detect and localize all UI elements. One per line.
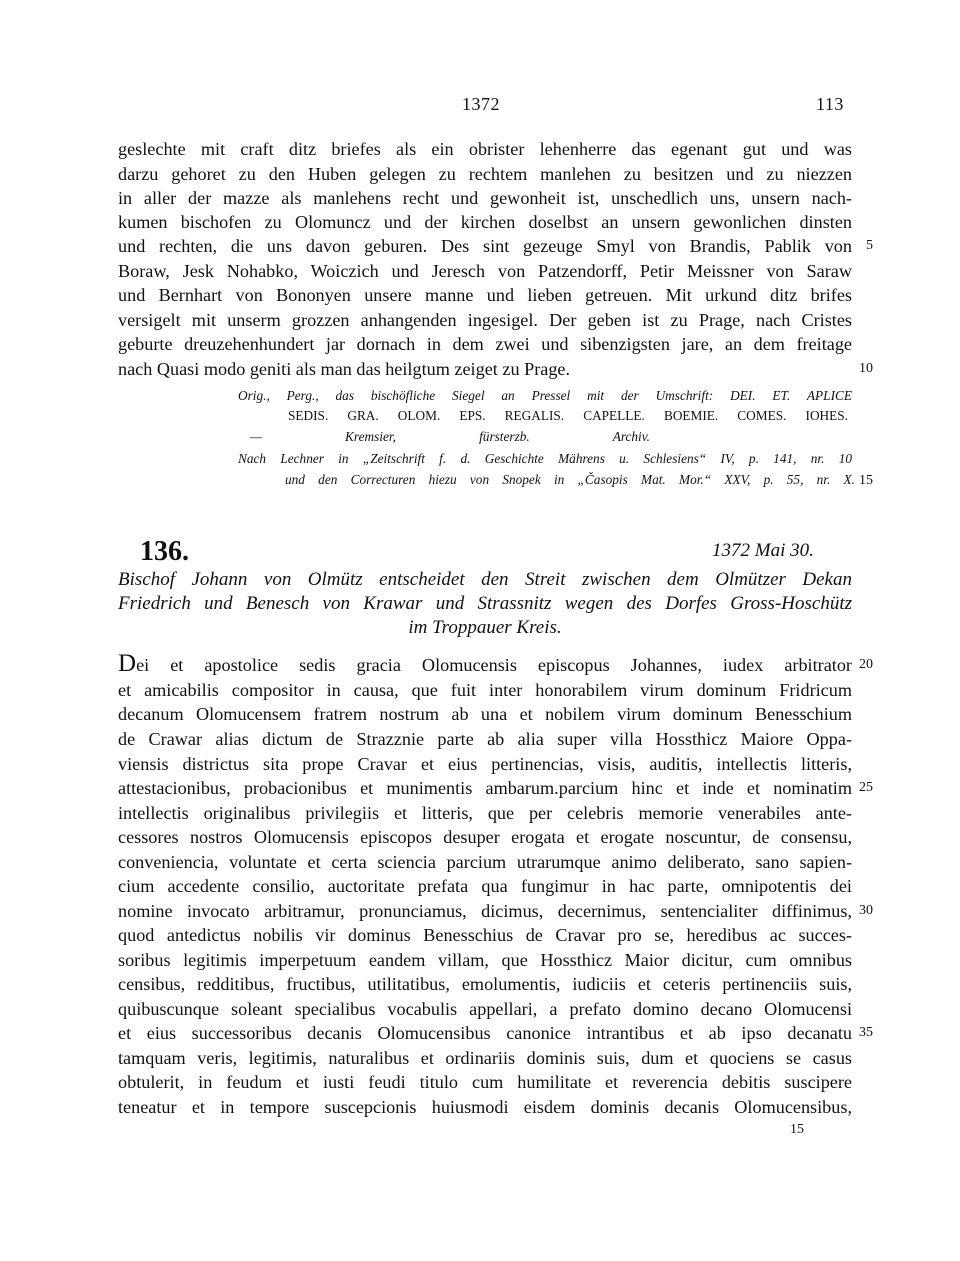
text-line: obtulerit, in feudum et iusti feudi titulo cum humilitate et reverencia debitis suscipere (118, 1072, 852, 1092)
text-line: in aller der mazze als manlehens recht und gewonheit ist, unschedlich uns, unsern nach- (118, 188, 852, 208)
text-line: nach Quasi modo geniti als man das heilgtum zeiget zu Prage. (118, 359, 571, 379)
text-line: soribus legitimis imperpetuum eandem villam, que Hossthicz Maior dicitur, cum omnibus (118, 950, 852, 970)
text-line: darzu gehoret zu den Huben gelegen zu rechtem manlehen zu besitzen und zu niezzen (118, 164, 852, 184)
summary-line: Friedrich und Benesch von Krawar und Strassnitz wegen des Dorfes Gross-Hoschütz (118, 593, 852, 614)
summary-line: Bischof Johann von Olmütz entscheidet den Streit zwischen dem Olmützer Dekan (118, 569, 852, 590)
margin-number: 15 (859, 473, 873, 488)
initial-letter: D (118, 650, 137, 677)
text-line: Boraw, Jesk Nohabko, Woiczich und Jeresch von Patzendorff, Petir Meissner von Saraw (118, 261, 852, 281)
text-line: decanum Olomucensem fratrem nostrum ab una et nobilem virum dominum Benesschium (118, 704, 852, 724)
note-line: Orig., Perg., das bischöfliche Siegel an Pressel mit der Umschrift: DEI. ET. APLICE (238, 388, 852, 403)
text-line: quibuscunque soleant specialibus vocabulis appellari, a prefato domino decano Olomucensi (118, 999, 852, 1019)
margin-number: 10 (859, 361, 873, 376)
text-line: et amicabilis compositor in causa, que fuit inter honorabilem virum dominum Fridricum (118, 680, 852, 700)
margin-number: 35 (859, 1025, 873, 1040)
text-line: de Crawar alias dictum de Strazznie parte ab alia super villa Hossthicz Maiore Oppa- (118, 729, 852, 749)
text-line: quod antedictus nobilis vir dominus Benesschius de Cravar pro se, heredibus ac succes- (118, 925, 852, 945)
text-line: intellectis originalibus privilegiis et litteris, que per celebris memorie venerabiles ante- (118, 803, 852, 823)
note-line: und den Correcturen hiezu von Snopek in „Časopis Mat. Mor.“ XXV, p. 55, nr. X. (285, 472, 855, 487)
margin-number: 5 (866, 238, 873, 253)
margin-number: 20 (859, 657, 873, 672)
sheet-signature: 15 (790, 1122, 804, 1137)
first-text-line (118, 650, 852, 677)
text-line: conveniencia, voluntate et certa sciencia parcium utrarumque animo deliberato, sano sapien- (118, 852, 852, 872)
document-number: 136. (140, 536, 189, 567)
text-line: nomine invocato arbitramur, pronunciamus, dicimus, decernimus, sentencialiter diffinimus, (118, 901, 852, 921)
first-line-text: ei et apostolice sedis gracia Olomucensis episcopus Johannes, iudex arbitrator (136, 655, 852, 675)
margin-number: 25 (859, 780, 873, 795)
text-line: viensis districtus sita prope Cravar et eius pertinencias, visis, auditis, intellectis litteris, (118, 754, 852, 774)
margin-number: 30 (859, 903, 873, 918)
text-line: teneatur et in tempore suscepcionis huiusmodi eisdem dominis decanis Olomucensibus, (118, 1097, 852, 1117)
page-number: 113 (816, 94, 844, 114)
text-line: censibus, redditibus, fructibus, utilitatibus, emolumentis, iudiciis et ceteris pertinenciis suis, (118, 974, 852, 994)
text-line: versigelt mit unserm grozzen anhangenden ingesigel. Der geben ist zu Prage, nach Cristes (118, 310, 852, 330)
text-line: und Bernhart von Bononyen unsere manne und lieben getreuen. Mit urkund ditz brifes (118, 285, 852, 305)
summary-line: im Troppauer Kreis. (408, 617, 562, 638)
text-line: attestacionibus, probacionibus et munimentis ambarum.parcium hinc et inde et nominatim (118, 778, 852, 798)
text-line: geslechte mit craft ditz briefes als ein obrister lehenherre das egenant gut und was (118, 139, 852, 159)
text-line: et eius successoribus decanis Olomucensibus canonice intrantibus et ab ipso decanatu (118, 1023, 852, 1043)
note-line: — Kremsier, fürsterzb. Archiv. (250, 429, 650, 444)
note-line: Nach Lechner in „Zeitschrift f. d. Geschichte Mährens u. Schlesiens“ IV, p. 141, nr. 10 (238, 451, 852, 466)
text-line: und rechten, die uns davon geburen. Des sint gezeuge Smyl von Brandis, Pablik von (118, 236, 852, 256)
text-line: cessores nostros Olomucensis episcopos desuper erogata et erogate noscuntur, de consensu, (118, 827, 852, 847)
text-line: tamquam veris, legitimis, naturalibus et ordinariis dominis suis, dum et quociens se casus (118, 1048, 852, 1068)
text-line: kumen bischofen zu Olomuncz und der kirchen doselbst an unsern gewonlichen dinsten (118, 212, 852, 232)
running-header-year: 1372 (462, 94, 500, 114)
text-line: geburte dreuzehenhundert jar dornach in dem zwei und sibenzigsten jare, an dem freitage (118, 334, 852, 354)
document-date: 1372 Mai 30. (712, 540, 814, 561)
text-line: cium accedente consilio, auctoritate prefata qua fungimur in hac parte, omnipotentis dei (118, 876, 852, 896)
note-line: SEDIS. GRA. OLOM. EPS. REGALIS. CAPELLE. BOEMIE. COMES. IOHES. (288, 408, 848, 423)
